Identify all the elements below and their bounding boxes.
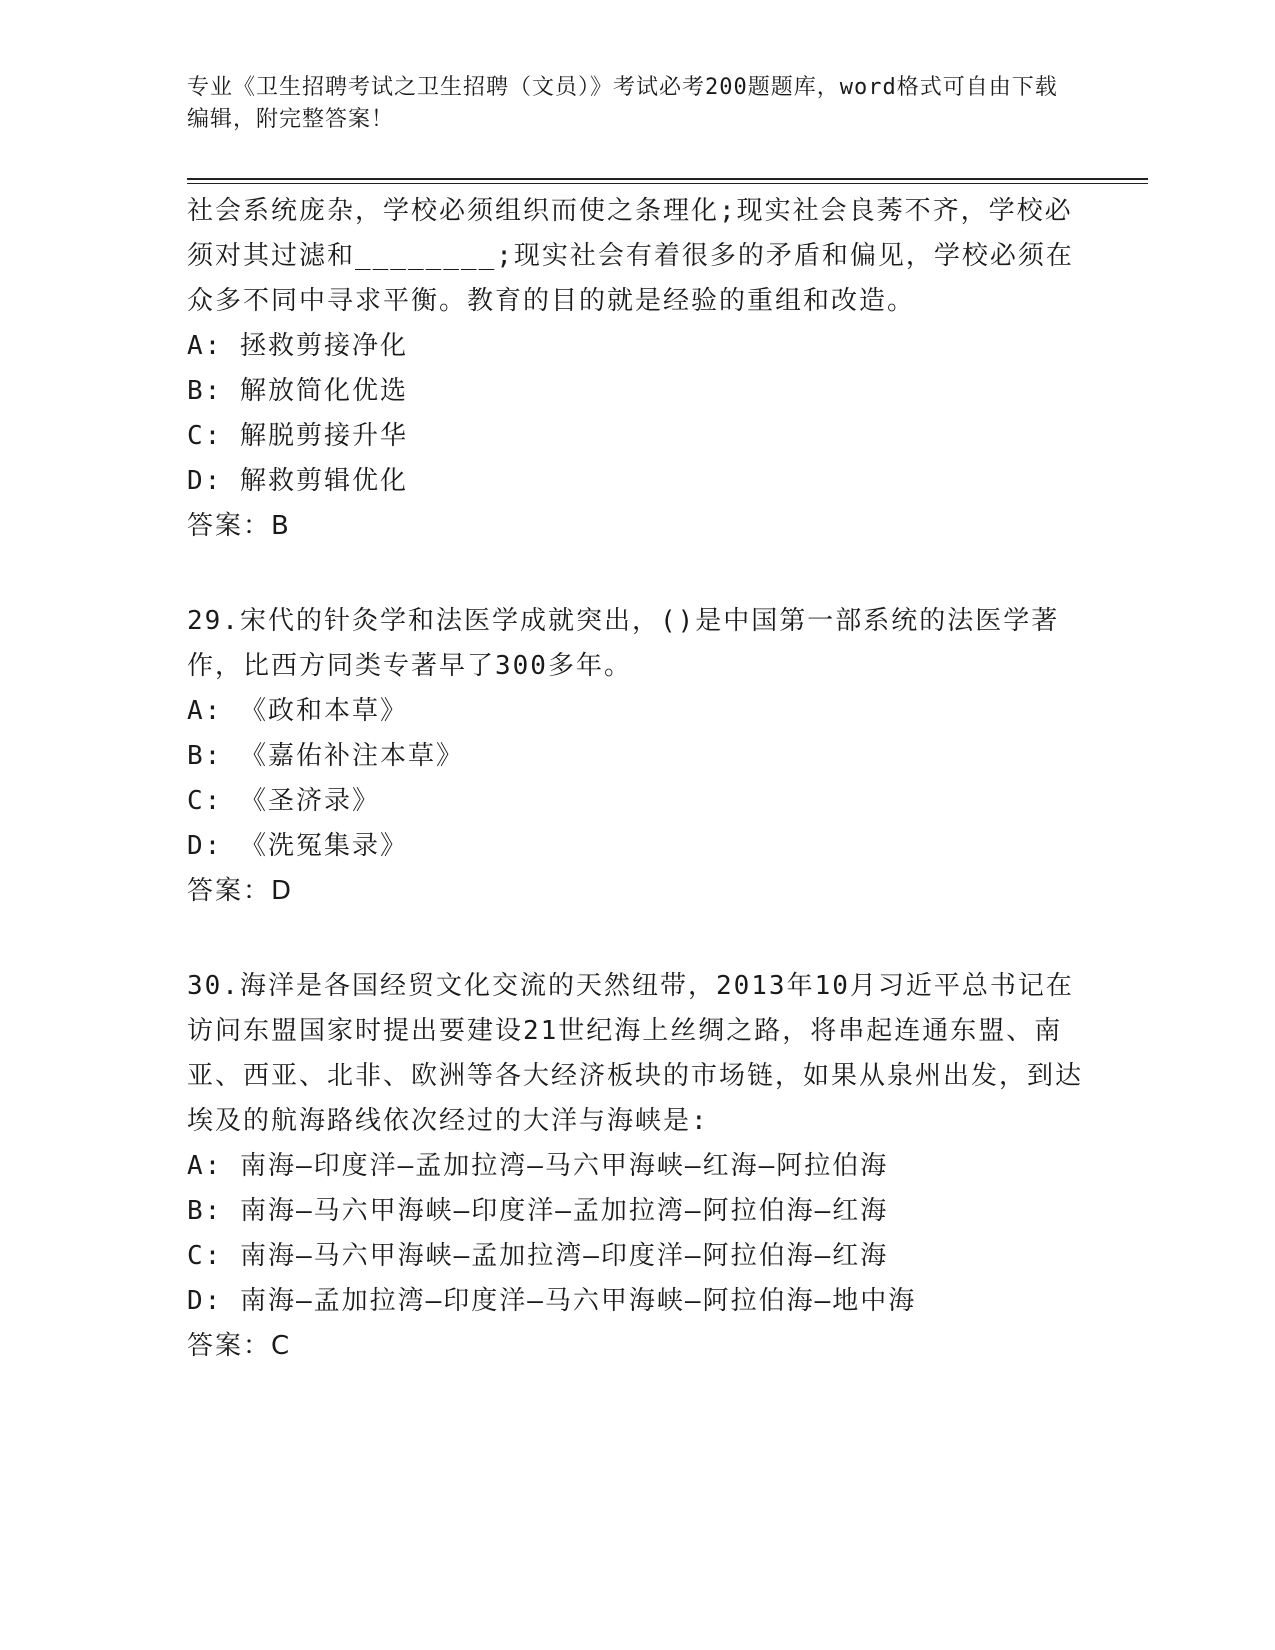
option-a: A: 南海—印度洋—孟加拉湾—马六甲海峡—红海—阿拉伯海 <box>187 1151 889 1181</box>
question-29 <box>187 599 1087 914</box>
option-d: D: 解救剪辑优化 <box>187 466 408 496</box>
answer-line: 答案：D <box>187 876 294 906</box>
option-a: A: 《政和本草》 <box>187 696 408 726</box>
option-b: B: 解放简化优选 <box>187 376 408 406</box>
answer-line: 答案：B <box>187 511 291 541</box>
question-28 <box>187 189 1087 549</box>
question-30 <box>187 964 1087 1369</box>
option-b: B: 《嘉佑补注本草》 <box>187 741 464 771</box>
header-rule-thick <box>187 178 1148 180</box>
option-d: D: 《洗冤集录》 <box>187 831 408 861</box>
option-b: B: 南海—马六甲海峡—印度洋—孟加拉湾—阿拉伯海—红海 <box>187 1196 889 1226</box>
question-stem: 社会系统庞杂，学校必须组织而使之条理化;现实社会良莠不齐，学校必须对其过滤和________;现实社会有着很多的矛盾和偏见，学校必须在众多不同中寻求平衡。教育的目的就是经验的重组和改造。 <box>187 196 1074 316</box>
option-c: C: 《圣济录》 <box>187 786 380 816</box>
question-list <box>187 189 1087 1369</box>
question-spacer <box>187 549 1087 599</box>
document-header: 专业《卫生招聘考试之卫生招聘（文员）》考试必考200题题库，word格式可自由下载编辑，附完整答案！ <box>187 75 1058 132</box>
question-spacer <box>187 914 1087 964</box>
option-c: C: 南海—马六甲海峡—孟加拉湾—印度洋—阿拉伯海—红海 <box>187 1241 889 1271</box>
header-rule-thin <box>187 183 1148 184</box>
option-c: C: 解脱剪接升华 <box>187 421 408 451</box>
question-stem: 29.宋代的针灸学和法医学成就突出，()是中国第一部系统的法医学著作，比西方同类专著早了300多年。 <box>187 606 1060 681</box>
option-d: D: 南海—孟加拉湾—印度洋—马六甲海峡—阿拉伯海—地中海 <box>187 1286 917 1316</box>
option-a: A: 拯救剪接净化 <box>187 331 408 361</box>
answer-line: 答案：C <box>187 1331 292 1361</box>
question-stem: 30.海洋是各国经贸文化交流的天然纽带，2013年10月习近平总书记在访问东盟国家时提出要建设21世纪海上丝绸之路，将串起连通东盟、南亚、西亚、北非、欧洲等各大经济板块的市场链，如果从泉州出发，到达埃及的航海路线依次经过的大洋与海峡是: <box>187 971 1084 1136</box>
